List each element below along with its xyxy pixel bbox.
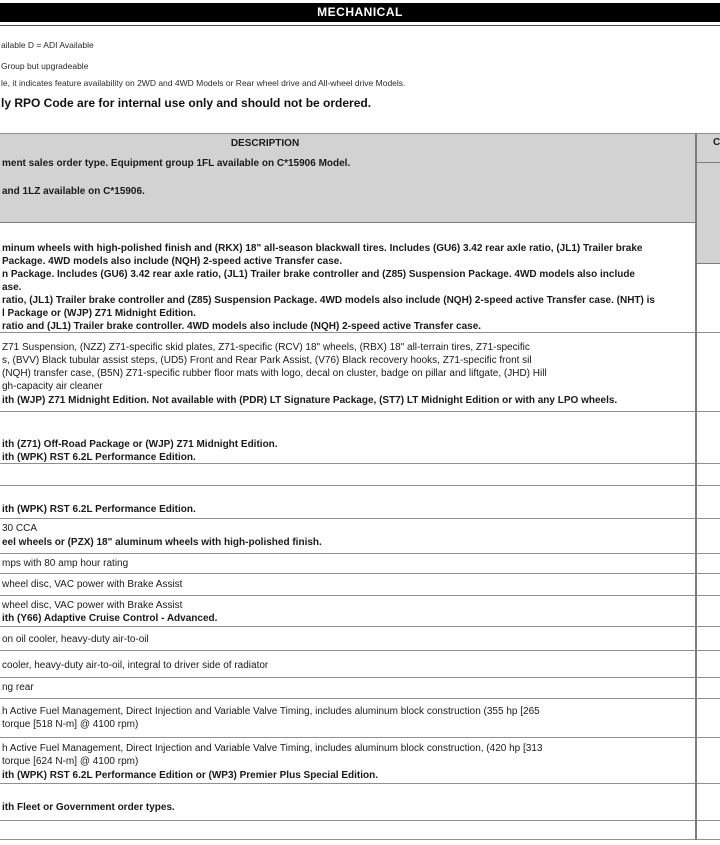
header-note-2: and 1LZ available on C*15906. bbox=[2, 186, 145, 197]
table-row bbox=[0, 596, 720, 627]
row-restriction-line: eel wheels or (PZX) 18" aluminum wheels with high-polished finish. bbox=[2, 537, 322, 548]
row-restriction-line: ith (Y66) Adaptive Cruise Control - Advanced. bbox=[2, 613, 218, 624]
legend-line-availability-codes: ailable D = ADI Available bbox=[1, 40, 94, 50]
table-row bbox=[0, 574, 720, 596]
legend-line-upgradeable: Group but upgradeable bbox=[1, 61, 89, 71]
section-title: MECHANICAL bbox=[317, 5, 403, 19]
row-restriction-line: ith Fleet or Government order types. bbox=[2, 802, 175, 813]
row-text-line: mps with 80 amp hour rating bbox=[2, 558, 129, 569]
row-text-line: ase. bbox=[2, 282, 22, 293]
table-row bbox=[0, 651, 720, 678]
table-row bbox=[0, 223, 720, 333]
row-text-line: wheel disc, VAC power with Brake Assist bbox=[2, 579, 183, 590]
table-row bbox=[0, 699, 720, 738]
row-text-line: n Package. Includes (GU6) 3.42 rear axle ratio, (JL1) Trailer brake controller and (Z85) Suspension Package. 4WD models also include bbox=[2, 269, 635, 280]
row-text-line: Package. 4WD models also include (NQH) 2-speed active Transfer case. bbox=[2, 256, 343, 267]
header-note-1: ment sales order type. Equipment group 1FL available on C*15906 Model. bbox=[2, 158, 351, 169]
section-header-bar bbox=[0, 3, 720, 22]
table-row bbox=[0, 784, 720, 821]
row-restriction-line: ith (WPK) RST 6.2L Performance Edition. bbox=[2, 452, 196, 463]
row-text-line: ng rear bbox=[2, 682, 34, 693]
row-text-line: cooler, heavy-duty air-to-oil, integral to driver side of radiator bbox=[2, 660, 269, 671]
table-row bbox=[0, 554, 720, 574]
availability-header-divider bbox=[697, 162, 720, 163]
table-row bbox=[0, 412, 720, 464]
description-header-label: DESCRIPTION bbox=[230, 138, 300, 149]
availability-header-fragment: C bbox=[713, 137, 720, 148]
section-bar-underline bbox=[0, 25, 720, 26]
row-restriction-line: ith (Z71) Off-Road Package or (WJP) Z71 Midnight Edition. bbox=[2, 439, 278, 450]
row-text-line: torque [518 N-m] @ 4100 rpm) bbox=[2, 719, 139, 730]
table-row-empty bbox=[0, 464, 720, 486]
legend-line-internal-use-warning: ly RPO Code are for internal use only and should not be ordered. bbox=[1, 96, 372, 110]
row-text-line: on oil cooler, heavy-duty air-to-oil bbox=[2, 634, 149, 645]
row-text-line: torque [624 N-m] @ 4100 rpm) bbox=[2, 756, 139, 767]
row-restriction-line: ith (WPK) RST 6.2L Performance Edition or (WP3) Premier Plus Special Edition. bbox=[2, 770, 378, 781]
table-row bbox=[0, 486, 720, 519]
row-restriction-line: ith (WPK) RST 6.2L Performance Edition. bbox=[2, 504, 196, 515]
table-row-empty bbox=[0, 821, 720, 840]
column-divider-line bbox=[695, 134, 697, 840]
table-row bbox=[0, 678, 720, 699]
table-row bbox=[0, 738, 720, 784]
table-row bbox=[0, 519, 720, 554]
legend-line-drive-models: le, it indicates feature availability on 2WD and 4WD Models or Rear wheel drive and All-wheel drive Models. bbox=[1, 78, 406, 88]
row-text-line: (NQH) transfer case, (B5N) Z71-specific rubber floor mats with logo, decal on cluster, badge on pillar and liftgate, (JHD) Hill bbox=[2, 368, 547, 379]
row-text-line: wheel disc, VAC power with Brake Assist bbox=[2, 600, 183, 611]
row-text-line: Z71 Suspension, (NZZ) Z71-specific skid plates, Z71-specific (RCV) 18" wheels, (RBX) 18" all-terrain tires, Z71-specific bbox=[2, 342, 530, 353]
row-text-line: h Active Fuel Management, Direct Injection and Variable Valve Timing, includes aluminum block construction, (420 hp [313 bbox=[2, 743, 543, 754]
row-restriction-line: ith (WJP) Z71 Midnight Edition. Not available with (PDR) LT Signature Package, (ST7) LT Midnight Edition or with any LPO wheels. bbox=[2, 395, 618, 406]
row-text-line: h Active Fuel Management, Direct Injection and Variable Valve Timing, includes aluminum block construction (355 hp [265 bbox=[2, 706, 540, 717]
table-row bbox=[0, 333, 720, 412]
row-text-line: 30 CCA bbox=[2, 523, 38, 534]
row-text-line: ratio, (JL1) Trailer brake controller and (Z85) Suspension Package. 4WD models also include (NQH) 2-speed active Transfer case. (NHT) is bbox=[2, 295, 655, 306]
row-text-line: l Package or (WJP) Z71 Midnight Edition. bbox=[2, 308, 196, 319]
row-text-line: gh-capacity air cleaner bbox=[2, 381, 103, 392]
description-column-header-cell bbox=[0, 134, 695, 223]
row-text-line: s, (BVV) Black tubular assist steps, (UD5) Front and Rear Park Assist, (V76) Black recovery hooks, Z71-specific front sil bbox=[2, 355, 532, 366]
row-text-line: ratio and (JL1) Trailer brake controller. 4WD models also include (NQH) 2-speed active Transfer case. bbox=[2, 321, 482, 332]
features-table bbox=[0, 133, 720, 840]
row-text-line: minum wheels with high-polished finish and (RKX) 18" all-season blackwall tires. Includes (GU6) 3.42 rear axle ratio, (JL1) Trailer brake bbox=[2, 243, 643, 254]
table-row bbox=[0, 627, 720, 651]
